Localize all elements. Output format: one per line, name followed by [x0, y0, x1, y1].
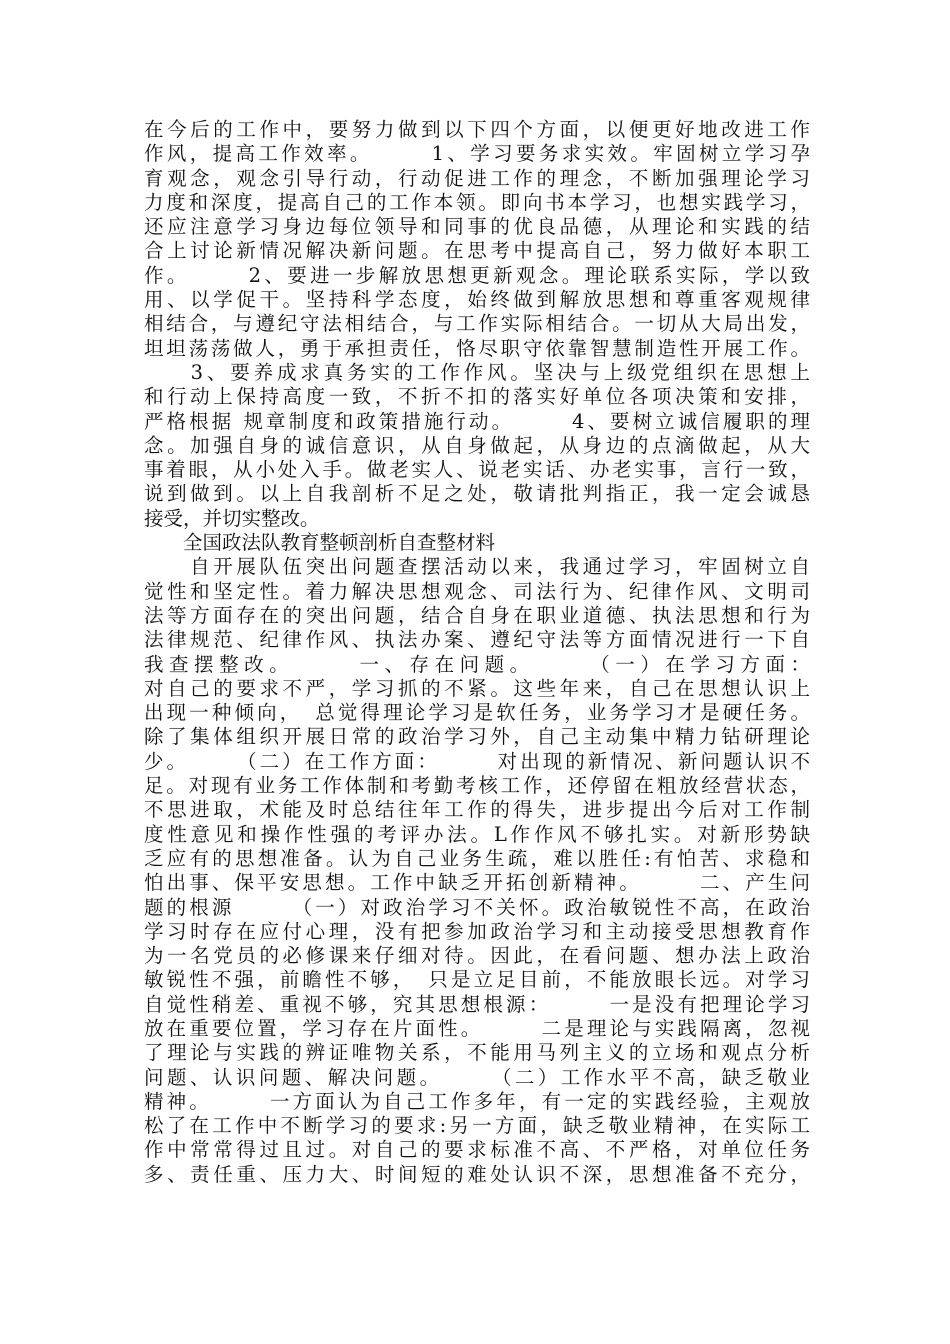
text-line: 在今后的工作中，要努力做到以下四个方面，以便更好地改进工作 [144, 118, 810, 141]
text-line: 用、以学促干。坚持科学态度，始终做到解放思想和尊重客观规律 [144, 288, 810, 312]
text-line: 精神。 一方面认为自己工作多年，有一定的实践经验，主观放 [144, 1089, 810, 1113]
text-line: 少。 （二）在工作方面： 对出现的新情况、新问题认识不 [144, 749, 810, 773]
text-line: 我查摆整改。 一、存在问题。 （一）在学习方面： [144, 652, 810, 676]
text-line: 作中常常得过且过。对自己的要求标准不高、不严格，对单位任务 [144, 1138, 810, 1162]
text-line: 除了集体组织开展日常的政治学习外，自己主动集中精力钻研理论 [144, 725, 810, 749]
document-body [144, 118, 810, 1187]
text-line: 多、责任重、压力大、时间短的难处认识不深，思想准备不充分， [144, 1162, 810, 1186]
text-line: 还应注意学习身边每位领导和同事的优良品德，从理论和实践的结 [144, 215, 810, 239]
text-line: 相结合，与遵纪守法相结合，与工作实际相结合。一切从大局出发， [144, 312, 810, 336]
text-line: 出现一种倾向， 总觉得理论学习是软任务，业务学习才是硬任务。 [144, 701, 810, 725]
text-line: 育观念，观念引导行动，行动促进工作的理念，不断加强理论学习 [144, 166, 810, 190]
text-line: 坦坦荡荡做人，勇于承担责任，恪尽职守依靠智慧制造性开展工作。 [144, 336, 810, 360]
text-line: 和行动上保持高度一致，不折不扣的落实好单位各项决策和安排， [144, 385, 810, 409]
text-line: 敏锐性不强，前瞻性不够， 只是立足目前，不能放眼长远。对学习 [144, 968, 810, 992]
text-line: 怕出事、保平安思想。工作中缺乏开拓创新精神。 二、产生问 [144, 871, 810, 895]
text-line: 放在重要位置，学习存在片面性。 二是理论与实践隔离，忽视 [144, 1016, 810, 1040]
text-line: 事着眼，从小处入手。做老实人、说老实话、办老实事，言行一致， [144, 458, 810, 482]
text-line: 问题、认识问题、解决问题。 （二）工作水平不高，缺乏敬业 [144, 1065, 810, 1089]
text-line: 足。对现有业务工作体制和考勤考核工作，还停留在粗放经营状态， [144, 774, 810, 798]
text-line: 3、要养成求真务实的工作作风。坚决与上级党组织在思想上 [144, 360, 810, 384]
text-line: 说到做到。以上自我剖析不足之处，敬请批判指正，我一定会诚恳 [144, 482, 810, 506]
text-line: 作风，提高工作效率。 1、学习要务求实效。牢固树立学习孕 [144, 142, 810, 166]
text-line: 合上讨论新情况解决新问题。在思考中提高自己，努力做好本职工 [144, 239, 810, 263]
text-line: 法律规范、纪律作风、执法办案、遵纪守法等方面情况进行一下自 [144, 628, 810, 652]
text-line: 觉性和坚定性。着力解决思想观念、司法行为、纪律作风、文明司 [144, 579, 810, 603]
text-line: 学习时存在应付心理，没有把参加政治学习和主动接受思想教育作 [144, 919, 810, 943]
text-line: 念。加强自身的诚信意识，从自身做起，从身边的点滴做起，从大 [144, 433, 810, 457]
text-line: 对自己的要求不严，学习抓的不紧。这些年来，自己在思想认识上 [144, 676, 810, 700]
text-line: 不思进取，术能及时总结往年工作的得失，进步提出今后对工作制 [144, 798, 810, 822]
text-line: 松了在工作中不断学习的要求:另一方面，缺乏敬业精神，在实际工 [144, 1114, 810, 1138]
text-line: 乏应有的思想准备。认为自己业务生疏，难以胜任:有怕苦、求稳和 [144, 846, 810, 870]
text-line: 法等方面存在的突出问题，结合自身在职业道德、执法思想和行为 [144, 603, 810, 627]
text-line: 度性意见和操作性强的考评办法。L作作风不够扎实。对新形势缺 [144, 822, 810, 846]
text-line: 力度和深度，提高自己的工作本领。即向书本学习，也想实践学习， [144, 190, 810, 214]
text-line: 自觉性稍差、重视不够，究其思想根源： 一是没有把理论学习 [144, 992, 810, 1016]
text-line: 作。 2、要进一步解放思想更新观念。理论联系实际，学以致 [144, 263, 810, 287]
text-line: 自开展队伍突出问题查摆活动以来，我通过学习，牢固树立自 [144, 555, 810, 579]
text-line: 接受，并切实整改。 [144, 506, 320, 530]
text-line: 为一名党员的必修课来仔细对待。因此，在看问题、想办法上政治 [144, 944, 810, 968]
text-line: 了理论与实践的辨证唯物关系，不能用马列主义的立场和观点分析 [144, 1041, 810, 1065]
text-line: 题的根源 （一）对政治学习不关怀。政治敏锐性不高，在政治 [144, 895, 810, 919]
text-line: 全国政法队教育整顿剖析自查整材料 [144, 531, 496, 555]
text-line: 严格根据 规章制度和政策措施行动。 4、要树立诚信履职的理 [144, 409, 810, 433]
